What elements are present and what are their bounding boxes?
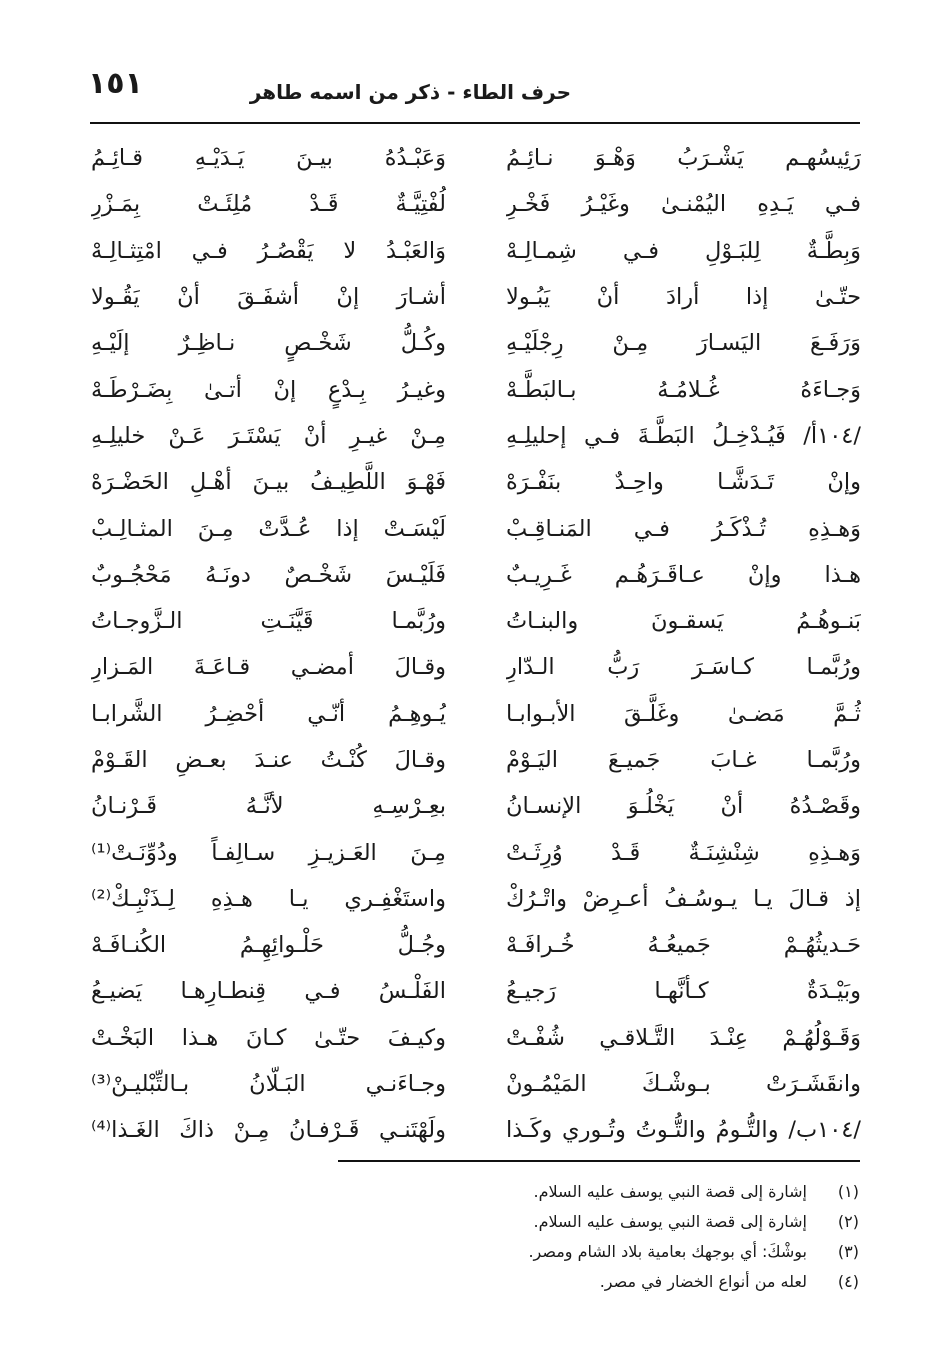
footnote-number: (٣) [837,1242,859,1261]
verse-line [91,1015,861,1061]
verse-line [91,691,861,737]
second-hemistich: وكيـفَ حتّـىٰ كـانَ هـذا البَخْـتْ [91,1024,446,1051]
footnote [339,1207,859,1237]
verse-line [91,737,861,783]
verse-line [91,505,861,551]
second-hemistich: وغيـرُ بِـدْعٍ إنْ أتـىٰ بِضَـرْطَـهْ [91,376,446,403]
first-hemistich: وَقَـوْلُهُـمْ عِنْـدَ التَّـلاقـي شُفْـتْ [506,1024,861,1051]
verse-line [91,783,861,829]
second-hemistich: وقـالَ كُنْـتُ عنـدَ بعـضِ القَـوْمْ [91,747,446,773]
first-hemistich: وإنْ تَـدَشَّـا واحِـدٌ بنَفْـرَهْ [506,469,861,496]
second-hemistich: فَلَيْـسَ شَخْـصٌ دونَـهُ مَحْجُـوبٌ [91,561,446,588]
second-hemistich: وجُـلُّ حَلْـوائِهِـمُ الكُنـافَـهْ [91,932,446,959]
second-hemistich: وَعَبْـدُهُ بيـنَ يَـدَيْـهِ قـائِـمُ [91,145,446,172]
first-hemistich: فـي يَـدِهِ اليُمْنـىٰ وغَيْـرُ فَخْـرِ [506,191,861,218]
second-hemistich: وقـالَ أمضـي قـاعَـةَ المَـزارِ [91,654,446,681]
verse-line [91,135,861,181]
first-hemistich: رَئِيسُهـم يَشْـرَبُ وَهْـوَ نـائِـمُ [506,145,861,172]
footnote [339,1267,859,1297]
footnote-number: (٢) [837,1212,859,1231]
first-hemistich: حَـديثُهُـمْ جَميعُـهُ خُـرافَـهْ [506,932,861,959]
verse-line [91,1107,861,1153]
second-hemistich: مِـنْ غيـرِ أنْ يَسْتَـرَ عَـنْ خليلِـهِ [91,422,446,449]
second-hemistich: وَالعَبْـدُ لا يَقْصُـرُ فـي امْتِثـالِـهْ [91,237,446,264]
footnote-text: إشارة إلى قصة النبي يوسف عليه السلام. [533,1182,807,1201]
second-hemistich: فَهْـوَ اللَّطِيـفُ بيـنَ أهْـلِ الحَضْـرَهْ [91,469,446,496]
verse-line [91,876,861,922]
first-hemistich: هـذا وإنْ عـاقَـرَهُـم غَـرِيـبٌ [506,561,861,588]
first-hemistich: وَرَفَـعَ اليَسـارَ مِـنْ رِجْلَيْـهِ [506,330,861,357]
verse-line [91,968,861,1014]
second-hemistich: مِـنَ العَـزيـزِ سـالِفـاً ودُوِّنَـتْ⁽¹⁾ [91,839,446,866]
first-hemistich: ورُبَّمـا كـاسَـرَ رَبُّ الـدّارِ [506,654,861,681]
verse-line [91,1061,861,1107]
first-hemistich: ثُـمَّ مَضـىٰ وغَلَّـقَ الأبـوابـا [506,700,861,727]
header-rule [90,122,860,124]
first-hemistich: وانقَشَـرَتْ بـوشْـكَ المَيْمُـونْ [506,1071,861,1098]
running-title: حرف الطاء - ذكر من اسمه طاهر [249,80,571,104]
first-hemistich: بَنـوهُـمُ يَسقـونَ والبنـاتُ [506,608,861,635]
verse-line [91,598,861,644]
first-hemistich: حتّـىٰ إذا أرادَ أنْ يَبُـولا [506,284,861,311]
verse-line [91,644,861,690]
footnote-text: إشارة إلى قصة النبي يوسف عليه السلام. [533,1212,807,1231]
first-hemistich: وَهـذِهِ تُـذْكَـرُ فـي المَنـاقِـبْ [506,515,861,542]
second-hemistich: لُفْتِيَّـةٌ قَـدْ مُلِئَـتْ بِمَـزْرِ [91,191,446,218]
footnote-text: بوشْكَ: أي بوجهك بعامية بلاد الشام ومصر. [528,1242,807,1261]
verse-line [91,922,861,968]
footnote-number: (٤) [837,1272,859,1291]
first-hemistich: وَجـاءَهُ غُـلامُـهُ بـالبَطَّـهْ [506,376,861,403]
second-hemistich: الفَلْـسُ فـي قِنطـارِهـا يَضيـعُ [91,978,446,1005]
first-hemistich: وبَيْـدَةٌ كـأنَّهـا رَجيـعُ [506,978,861,1005]
footnote-rule [338,1160,860,1162]
page-number: ١٥١ [88,66,143,101]
first-hemistich: إذ قـالَ يـا يـوسُـفُ أعـرِضْ واتْـرُكْ [506,885,861,912]
first-hemistich: /١٠٤ب/ والتُّـومُ والتُّـوتُ وتُـوري وكَـذا [506,1117,861,1144]
poem-verses [91,135,861,1154]
verse-line [91,459,861,505]
second-hemistich: وجـاءَنـي البَـلّانُ بـالتِّبْليـنْ⁽³⁾ [91,1071,446,1098]
second-hemistich: ولَهْتَنـي قَـرْفـانُ مِـنْ ذاكَ الغَـذا⁽⁴⁾ [91,1117,446,1144]
second-hemistich: لَيْسَـتْ إذا عُـدَّتْ مِـنَ المثـالِـبْ [91,515,446,542]
first-hemistich: /١٠٤أ/ فَيُـدْخِـلُ البَطَّـةَ فـي إحليلِـهِ [506,422,861,449]
verse-line [91,552,861,598]
footnotes [339,1177,859,1297]
verse-line [91,366,861,412]
footnote [339,1177,859,1207]
second-hemistich: ورُبَّمـا قَيَّنَـتِ الـزَّوجـاتُ [91,608,446,635]
second-hemistich: أشـارَ إنْ أشفَـقَ أنْ يَقُـولا [91,284,446,311]
footnote-text: لعله من أنواع الخضار في مصر. [599,1272,807,1291]
first-hemistich: وَهـذِهِ شِنْشِنَـةٌ قَـدْ وُرِثَـتْ [506,839,861,866]
second-hemistich: بعِـرْسِـهِ لأنَّـهُ قَـرْنـانُ [91,793,446,820]
second-hemistich: وكُـلُّ شَخْـصٍ نـاظِـرٌ إلَيْـهِ [91,330,446,357]
verse-line [91,320,861,366]
footnote [339,1237,859,1267]
verse-line [91,228,861,274]
verse-line [91,829,861,875]
first-hemistich: ورُبَّمـا غـابَ جَميـعَ اليَـوْمْ [506,747,861,773]
verse-line [91,413,861,459]
second-hemistich: يُـوهِـمُ أنّـي أحْضِـرُ الشَّرابـا [91,700,446,727]
first-hemistich: وَبِطَّـةٌ لِلبَـوْلِ فـي شِمـالِـهْ [506,237,861,264]
verse-line [91,274,861,320]
verse-line [91,181,861,227]
first-hemistich: وقَصْـدُهُ أنْ يَخْلُـوَ الإنسـانُ [506,793,861,820]
second-hemistich: واستَغْفِـري يـا هـذِهِ لِـذَنْبِـكْ⁽²⁾ [91,885,446,912]
footnote-number: (١) [837,1182,859,1201]
